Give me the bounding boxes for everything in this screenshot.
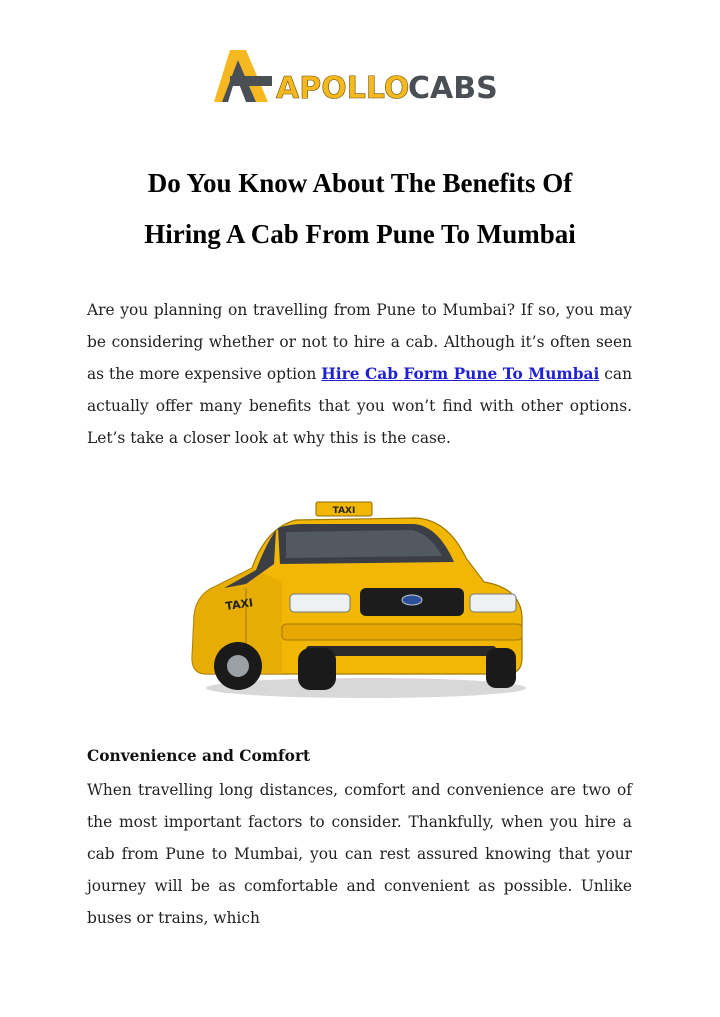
- intro-text-after: can actually offer many benefits that you won’t find with other options. Let’s take a closer look at why this is the case.: [87, 365, 632, 447]
- right-headlight: [470, 594, 516, 612]
- rear-wheel: [486, 648, 516, 688]
- front-wheel: [298, 648, 336, 690]
- roof-sign-text: TAXI: [332, 506, 356, 516]
- section-heading: Convenience and Comfort: [87, 747, 311, 765]
- section-paragraph: When travelling long distances, comfort and convenience are two of the most important factors to consider. Thankfully, when you hire a cab from Pune to Mumbai, you can rest assured knowing that your journey will be as comfortable and convenient as possible. Unlike buses or trains, which: [87, 781, 632, 927]
- logo-a-bar: [230, 76, 272, 86]
- page-title-line-1: Do You Know About The Benefits Of: [147, 168, 573, 198]
- door-taxi-text: TAXI: [224, 596, 254, 613]
- intro-paragraph: [87, 294, 632, 454]
- hire-cab-link[interactable]: Hire Cab Form Pune To Mumbai: [321, 365, 600, 383]
- left-headlight: [290, 594, 350, 612]
- apollo-cabs-logo: [212, 46, 502, 106]
- taxi-car-image: [186, 498, 528, 700]
- page-title-line-2: Hiring A Cab From Pune To Mumbai: [144, 219, 576, 249]
- logo-text-apollo: APOLLO: [276, 71, 410, 106]
- intro-text-before: Are you planning on travelling from Pune to Mumbai? If so, you may be considering whether or not to hire a cab. Although it’s often seen as the more expensive option: [87, 301, 632, 383]
- ford-badge: [402, 595, 422, 605]
- logo-text-cabs: CABS: [408, 71, 498, 106]
